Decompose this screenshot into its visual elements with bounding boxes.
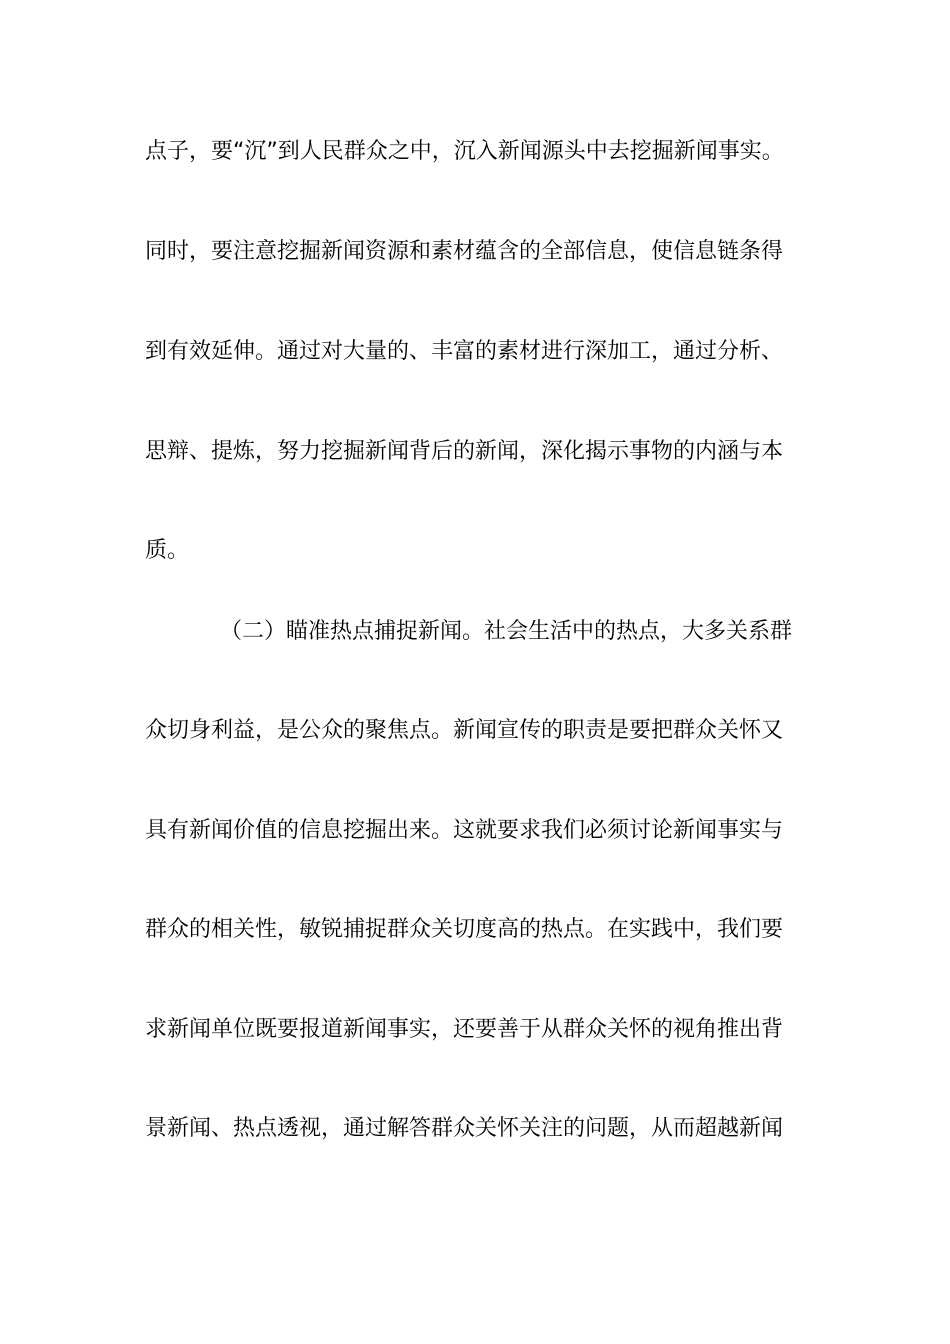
text-line: 求新闻单位既要报道新闻事实，还要善于从群众关怀的视角推出背 xyxy=(145,1017,784,1042)
text-line: 思辩、提炼，努力挖掘新闻背后的新闻，深化揭示事物的内涵与本 xyxy=(145,439,784,464)
text-line: 具有新闻价值的信息挖掘出来。这就要求我们必须讨论新闻事实与 xyxy=(145,818,784,843)
text-line: 群众的相关性，敏锐捕捉群众关切度高的热点。在实践中，我们要 xyxy=(145,917,784,942)
text-line: 质。 xyxy=(145,538,190,563)
text-line: 同时，要注意挖掘新闻资源和素材蕴含的全部信息，使信息链条得 xyxy=(145,239,784,264)
text-line: 点子，要“沉”到人民群众之中，沉入新闻源头中去挖掘新闻事实。 xyxy=(145,139,784,164)
text-line: 到有效延伸。通过对大量的、丰富的素材进行深加工，通过分析、 xyxy=(145,339,784,364)
section-heading-line: （二）瞄准热点捕捉新闻。社会生活中的热点，大多关系群 xyxy=(220,619,793,644)
text-line: 众切身利益，是公众的聚焦点。新闻宣传的职责是要把群众关怀又 xyxy=(145,718,784,743)
text-line: 景新闻、热点透视，通过解答群众关怀关注的问题，从而超越新闻 xyxy=(145,1116,784,1141)
